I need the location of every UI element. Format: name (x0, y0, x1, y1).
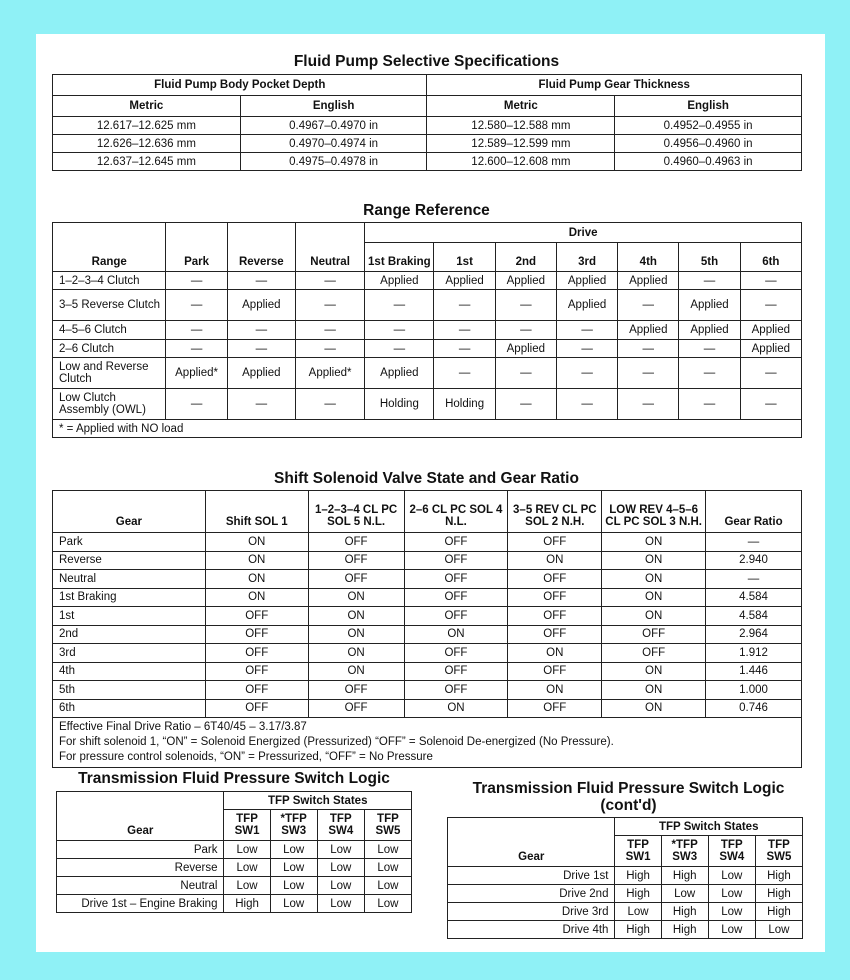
table-cell: Applied (227, 358, 295, 389)
row-label-cell: 1st Braking (53, 588, 206, 607)
table-cell: Low (224, 859, 270, 877)
table-cell: Low (270, 877, 317, 895)
table-row (57, 859, 412, 877)
table-cell: ON (205, 588, 308, 607)
table-cell: 12.589–12.599 mm (427, 135, 615, 153)
table-row (448, 867, 803, 885)
column-header: Reverse (227, 223, 295, 272)
table-cell: — (227, 340, 295, 358)
table-cell: OFF (602, 644, 706, 663)
table-row (53, 135, 802, 153)
table-cell: Low (364, 895, 411, 913)
table-cell: OFF (205, 699, 308, 718)
table-cell: Low (317, 877, 364, 895)
table-row (53, 625, 802, 644)
table-cell: Applied (434, 272, 495, 290)
table-cell: 0.4970–0.4974 in (240, 135, 427, 153)
table-cell: ON (205, 551, 308, 570)
table-cell: OFF (308, 681, 404, 700)
column-header: 2–6 CL PC SOL 4 N.L. (404, 491, 508, 533)
table-cell: Low (270, 859, 317, 877)
table-cell: Applied (556, 290, 617, 321)
table-cell: ON (602, 533, 706, 552)
table-cell: — (434, 340, 495, 358)
table-cell: Low (317, 895, 364, 913)
column-header: Metric (53, 96, 241, 117)
row-label-cell: 1–2–3–4 Clutch (53, 272, 166, 290)
column-header: 1–2–3–4 CL PC SOL 5 N.L. (308, 491, 404, 533)
title-line: Transmission Fluid Pressure Switch Logic (472, 780, 785, 797)
tfp-logic-table (56, 791, 412, 913)
column-header: *TFP SW3 (661, 836, 708, 867)
column-header: 5th (679, 243, 740, 272)
table-cell: — (295, 389, 364, 420)
table-cell: ON (602, 588, 706, 607)
table-cell: 4.584 (706, 588, 802, 607)
row-label-cell: Park (53, 533, 206, 552)
table-cell: — (618, 340, 679, 358)
table-cell: ON (602, 699, 706, 718)
table-row (53, 681, 802, 700)
row-label-cell: Reverse (53, 551, 206, 570)
table-cell: ON (308, 644, 404, 663)
table-cell: Low (317, 841, 364, 859)
tfp-logic-cont-title (446, 780, 811, 814)
table-cell: ON (308, 662, 404, 681)
row-label-cell: Park (57, 841, 224, 859)
row-label-cell: Drive 4th (448, 921, 615, 939)
table-cell: — (166, 272, 227, 290)
column-header: TFP SW4 (708, 836, 755, 867)
table-cell: High (661, 921, 708, 939)
column-header: Gear (448, 836, 615, 867)
table-row (448, 903, 803, 921)
table-cell: High (755, 867, 802, 885)
row-label-cell: 3–5 Reverse Clutch (53, 290, 166, 321)
table-cell: Low (661, 885, 708, 903)
table-cell: OFF (205, 662, 308, 681)
table-cell: — (227, 389, 295, 420)
column-header: 1st Braking (365, 243, 434, 272)
table-cell: ON (508, 551, 602, 570)
column-group-header: Fluid Pump Gear Thickness (427, 75, 802, 96)
table-row (53, 153, 802, 171)
column-header: Gear (57, 810, 224, 841)
table-cell: Low (708, 903, 755, 921)
column-header: Metric (427, 96, 615, 117)
row-label-cell: 2–6 Clutch (53, 340, 166, 358)
table-cell: — (365, 321, 434, 340)
table-cell: — (434, 290, 495, 321)
table-cell: ON (404, 625, 508, 644)
table-cell: — (495, 358, 556, 389)
table-row (57, 877, 412, 895)
notes-cell (53, 718, 802, 768)
table-cell: ON (205, 570, 308, 589)
table-cell: — (740, 290, 801, 321)
table-cell: 0.4975–0.4978 in (240, 153, 427, 171)
table-cell: 0.746 (706, 699, 802, 718)
column-header: Range (53, 223, 166, 272)
table-row (53, 588, 802, 607)
table-cell: 0.4952–0.4955 in (615, 117, 802, 135)
table-row (53, 340, 802, 358)
table-cell: OFF (404, 570, 508, 589)
column-header: Park (166, 223, 227, 272)
column-header: 4th (618, 243, 679, 272)
table-cell: 1.446 (706, 662, 802, 681)
table-cell: OFF (508, 607, 602, 626)
table-cell: ON (602, 662, 706, 681)
column-header: TFP SW1 (224, 810, 270, 841)
table-cell: — (740, 272, 801, 290)
column-header: *TFP SW3 (270, 810, 317, 841)
table-cell: — (434, 358, 495, 389)
table-cell: ON (308, 588, 404, 607)
table-cell: 0.4956–0.4960 in (615, 135, 802, 153)
table-cell: — (227, 272, 295, 290)
table-cell: Low (708, 885, 755, 903)
table-cell: OFF (508, 662, 602, 681)
table-cell: Applied (365, 358, 434, 389)
table-cell: ON (602, 551, 706, 570)
table-cell: — (618, 290, 679, 321)
table-cell: OFF (308, 533, 404, 552)
table-cell: ON (508, 644, 602, 663)
table-cell: Applied (679, 290, 740, 321)
table-row (53, 533, 802, 552)
table-cell: OFF (404, 644, 508, 663)
table-cell: Applied (556, 272, 617, 290)
table-cell: Low (755, 921, 802, 939)
document-page (36, 34, 825, 952)
table-cell: — (227, 321, 295, 340)
row-label-cell: 5th (53, 681, 206, 700)
table-cell: OFF (404, 533, 508, 552)
row-label-cell: 12.637–12.645 mm (53, 153, 241, 171)
table-cell: 4.584 (706, 607, 802, 626)
table-cell: OFF (602, 625, 706, 644)
table-cell: Applied* (166, 358, 227, 389)
note-line: Effective Final Drive Ratio – 6T40/45 – 3.17/3.87 (59, 721, 307, 733)
table-row (53, 272, 802, 290)
table-cell: Applied* (295, 358, 364, 389)
table-cell: — (740, 389, 801, 420)
row-label-cell: 12.617–12.625 mm (53, 117, 241, 135)
column-header: 1st (434, 243, 495, 272)
table-cell: — (166, 321, 227, 340)
table-cell: OFF (404, 662, 508, 681)
table-row (53, 607, 802, 626)
table-row (53, 662, 802, 681)
table-cell: Low (364, 877, 411, 895)
shift-solenoid-table (52, 490, 802, 768)
table-cell: — (295, 340, 364, 358)
table-cell: — (295, 321, 364, 340)
note-line: For pressure control solenoids, “ON” = Pressurized, “OFF” = No Pressure (59, 751, 433, 763)
table-cell: High (615, 921, 661, 939)
row-label-cell: Neutral (57, 877, 224, 895)
table-cell: — (365, 290, 434, 321)
table-cell: — (706, 533, 802, 552)
table-cell: — (679, 358, 740, 389)
table-cell: Applied (740, 340, 801, 358)
table-cell: Low (615, 903, 661, 921)
table-cell: 1.000 (706, 681, 802, 700)
table-cell: Low (708, 867, 755, 885)
column-header: TFP SW1 (615, 836, 661, 867)
drive-group-header: Drive (365, 223, 802, 243)
table-cell: Low (708, 921, 755, 939)
table-cell: OFF (508, 588, 602, 607)
row-label-cell: Drive 1st – Engine Braking (57, 895, 224, 913)
table-cell: Applied (365, 272, 434, 290)
table-cell: ON (404, 699, 508, 718)
table-cell: High (661, 903, 708, 921)
table-cell: — (618, 389, 679, 420)
table-cell: — (495, 389, 556, 420)
table-row (53, 644, 802, 663)
table-cell: Applied (618, 272, 679, 290)
row-label-cell: Neutral (53, 570, 206, 589)
tfp-states-header: TFP Switch States (224, 792, 412, 810)
column-header: LOW REV 4–5–6 CL PC SOL 3 N.H. (602, 491, 706, 533)
range-reference-table (52, 222, 802, 438)
table-cell: High (615, 885, 661, 903)
column-header: TFP SW4 (317, 810, 364, 841)
table-cell: Low (270, 841, 317, 859)
table-row (448, 921, 803, 939)
table-row (53, 321, 802, 340)
table-cell: — (166, 290, 227, 321)
table-cell: — (556, 358, 617, 389)
table-cell: OFF (508, 625, 602, 644)
table-cell: OFF (205, 607, 308, 626)
table-cell: OFF (308, 699, 404, 718)
table-cell: Holding (365, 389, 434, 420)
column-group-header: Fluid Pump Body Pocket Depth (53, 75, 427, 96)
shift-solenoid-title: Shift Solenoid Valve State and Gear Ratio (274, 470, 579, 487)
table-cell: Low (270, 895, 317, 913)
column-header: Gear (53, 491, 206, 533)
table-cell: OFF (308, 551, 404, 570)
table-cell: ON (602, 681, 706, 700)
table-cell: 1.912 (706, 644, 802, 663)
table-cell: — (166, 389, 227, 420)
fluid-pump-title: Fluid Pump Selective Specifications (293, 53, 560, 70)
column-header: Shift SOL 1 (205, 491, 308, 533)
table-cell: — (740, 358, 801, 389)
table-cell: Low (224, 877, 270, 895)
table-cell: Holding (434, 389, 495, 420)
table-row (53, 117, 802, 135)
table-cell: ON (602, 607, 706, 626)
footnote: * = Applied with NO load (53, 420, 802, 438)
title-line: (cont'd) (600, 797, 657, 814)
table-cell: — (706, 570, 802, 589)
table-cell: — (495, 321, 556, 340)
table-cell: 2.964 (706, 625, 802, 644)
table-row (57, 841, 412, 859)
tfp-logic-cont-table (447, 817, 803, 939)
table-cell: OFF (205, 681, 308, 700)
row-label-cell: 1st (53, 607, 206, 626)
table-cell: Applied (740, 321, 801, 340)
table-cell: 2.940 (706, 551, 802, 570)
table-cell: — (166, 340, 227, 358)
table-cell: — (295, 290, 364, 321)
note-line: For shift solenoid 1, “ON” = Solenoid Energized (Pressurized) “OFF” = Solenoid De-energized (No Pressure). (59, 736, 614, 748)
row-label-cell: Drive 3rd (448, 903, 615, 921)
row-label-cell: Low and Reverse Clutch (53, 358, 166, 389)
tfp-states-header: TFP Switch States (615, 818, 803, 836)
column-header: Gear Ratio (706, 491, 802, 533)
table-cell: OFF (205, 625, 308, 644)
table-row (53, 358, 802, 389)
table-cell: Applied (495, 272, 556, 290)
table-cell: OFF (404, 588, 508, 607)
row-label-cell: 4–5–6 Clutch (53, 321, 166, 340)
table-cell: Low (224, 841, 270, 859)
row-label-cell: 12.626–12.636 mm (53, 135, 241, 153)
table-cell: — (679, 340, 740, 358)
row-label-cell: 3rd (53, 644, 206, 663)
table-cell: — (679, 389, 740, 420)
table-cell: OFF (508, 699, 602, 718)
table-cell: — (618, 358, 679, 389)
table-row (448, 885, 803, 903)
column-header: 3–5 REV CL PC SOL 2 N.H. (508, 491, 602, 533)
range-reference-title: Range Reference (363, 202, 490, 219)
column-header: 3rd (556, 243, 617, 272)
table-cell: 0.4967–0.4970 in (240, 117, 427, 135)
column-header: TFP SW5 (755, 836, 802, 867)
table-cell: ON (308, 607, 404, 626)
row-label-cell: Drive 2nd (448, 885, 615, 903)
table-cell: — (556, 340, 617, 358)
row-label-cell: 4th (53, 662, 206, 681)
table-cell: 12.600–12.608 mm (427, 153, 615, 171)
table-cell: — (556, 389, 617, 420)
table-cell: — (365, 340, 434, 358)
table-cell: 0.4960–0.4963 in (615, 153, 802, 171)
table-cell: ON (508, 681, 602, 700)
tfp-logic-title: Transmission Fluid Pressure Switch Logic (78, 770, 390, 787)
column-header: 2nd (495, 243, 556, 272)
table-cell: Low (364, 841, 411, 859)
table-cell: Applied (227, 290, 295, 321)
table-cell: Applied (618, 321, 679, 340)
table-cell: High (224, 895, 270, 913)
table-row (53, 699, 802, 718)
table-cell: — (556, 321, 617, 340)
row-label-cell: 2nd (53, 625, 206, 644)
table-cell: ON (602, 570, 706, 589)
table-cell: — (495, 290, 556, 321)
table-cell: OFF (508, 533, 602, 552)
table-cell: OFF (404, 551, 508, 570)
table-cell: 12.580–12.588 mm (427, 117, 615, 135)
column-header: TFP SW5 (364, 810, 411, 841)
fluid-pump-table (52, 74, 802, 171)
table-row (57, 895, 412, 913)
table-cell: OFF (404, 681, 508, 700)
table-cell: High (755, 903, 802, 921)
table-row (53, 570, 802, 589)
table-cell: OFF (308, 570, 404, 589)
table-row (53, 551, 802, 570)
table-cell: OFF (508, 570, 602, 589)
table-cell: High (661, 867, 708, 885)
table-row (53, 290, 802, 321)
table-cell: — (295, 272, 364, 290)
table-cell: High (755, 885, 802, 903)
column-header: Neutral (295, 223, 364, 272)
table-cell: — (434, 321, 495, 340)
row-label-cell: Reverse (57, 859, 224, 877)
table-cell: OFF (205, 644, 308, 663)
row-label-cell: Low Clutch Assembly (OWL) (53, 389, 166, 420)
column-header: English (615, 96, 802, 117)
table-cell: — (679, 272, 740, 290)
table-row (53, 389, 802, 420)
table-cell: Low (317, 859, 364, 877)
table-cell: High (615, 867, 661, 885)
table-cell: Low (364, 859, 411, 877)
table-cell: Applied (679, 321, 740, 340)
row-label-cell: Drive 1st (448, 867, 615, 885)
row-label-cell: 6th (53, 699, 206, 718)
column-header: 6th (740, 243, 801, 272)
table-cell: OFF (404, 607, 508, 626)
table-cell: ON (205, 533, 308, 552)
column-header: English (240, 96, 427, 117)
table-cell: Applied (495, 340, 556, 358)
table-cell: ON (308, 625, 404, 644)
